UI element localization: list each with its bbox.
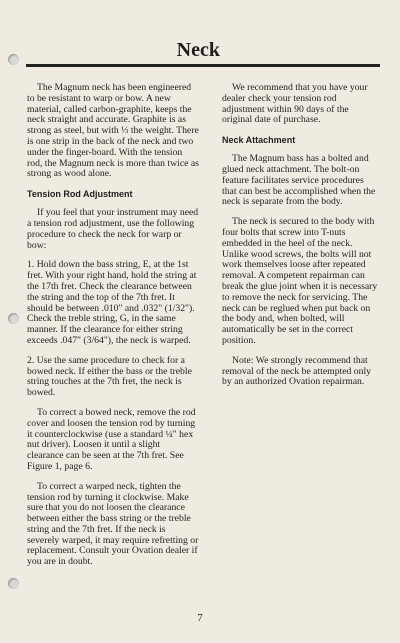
right-column xyxy=(222,83,380,397)
warped-neck-paragraph: To correct a warped neck, tighten the tension rod by turning it clockwise. Make sure that you do not loosen the clearance between either the bass string or the treble string and the 7th fret. If the neck is severely warped, it may require refretting or replacement. Consult your Ovation dealer if you are in doubt. xyxy=(27,480,199,568)
page-number: 7 xyxy=(197,612,203,624)
recommend-paragraph: We recommend that you have your dealer check your tension rod adjustment within 90 days of the original date of purchase. xyxy=(222,82,368,126)
title-rule xyxy=(26,64,380,67)
tension-intro-paragraph: If you feel that your instrument may need a tension rod adjustment, use the following procedure to check the neck for warp or bow: xyxy=(27,207,199,251)
left-column xyxy=(27,83,199,577)
attachment-paragraph: The Magnum bass has a bolted and glued neck attachment. The bolt-on feature facilitates service procedures that can best be accomplished when the neck is separate from the body. xyxy=(222,153,376,208)
intro-paragraph: The Magnum neck has been engineered to be resistant to warp or bow. A new material, called carbon-graphite, keeps the neck straight and accurate. Graphite is as strong as steel, but with ⅓ the weight. There is one strip in the back of the neck and two under the finger-board. With the tension rod, the Magnum neck is more than twice as strong as wood alone. xyxy=(27,82,199,180)
note-paragraph: Note: We strongly recommend that removal of the neck be attempted only by an authorized Ovation repairman. xyxy=(222,354,372,388)
binder-hole xyxy=(8,578,19,589)
binder-hole xyxy=(8,313,19,324)
bowed-neck-paragraph: To correct a bowed neck, remove the rod cover and loosen the tension rod by turning it counterclockwise (use a standard ¼" hex nut driver). Loosen it until a slight clearance can be seen at the 7th fret. See Figure 1, page 6. xyxy=(27,406,196,472)
binder-hole xyxy=(8,54,19,65)
section-heading-tension-rod: Tension Rod Adjustment xyxy=(27,189,133,200)
step-1-paragraph: 1. Hold down the bass string, E, at the 1st fret. With your right hand, hold the string at the 17th fret. Check the clearance between the string and the top of the 7th fret. It should be between .010" and .032" (1/32"). Check the treble string, G, in the same manner. If the clearance for either string exceeds .047" (3/64"), the neck is warped. xyxy=(27,259,197,346)
page-title: Neck xyxy=(176,39,220,61)
step-2-paragraph: 2. Use the same procedure to check for a bowed neck. If either the bass or the treble string touches at the 7th fret, the neck is bowed. xyxy=(27,354,192,399)
section-heading-neck-attachment: Neck Attachment xyxy=(222,135,296,146)
secured-paragraph: The neck is secured to the body with four bolts that screw into T-nuts embedded in the heel of the neck. Unlike wood screws, the bolts will not work themselves loose after repeated removal. A competent repairman can break the glue joint when it is necessary to remove the neck for servicing. The neck can be reglued when put back on the body and, when bolted, will automatically be set in the correct position. xyxy=(222,216,378,346)
